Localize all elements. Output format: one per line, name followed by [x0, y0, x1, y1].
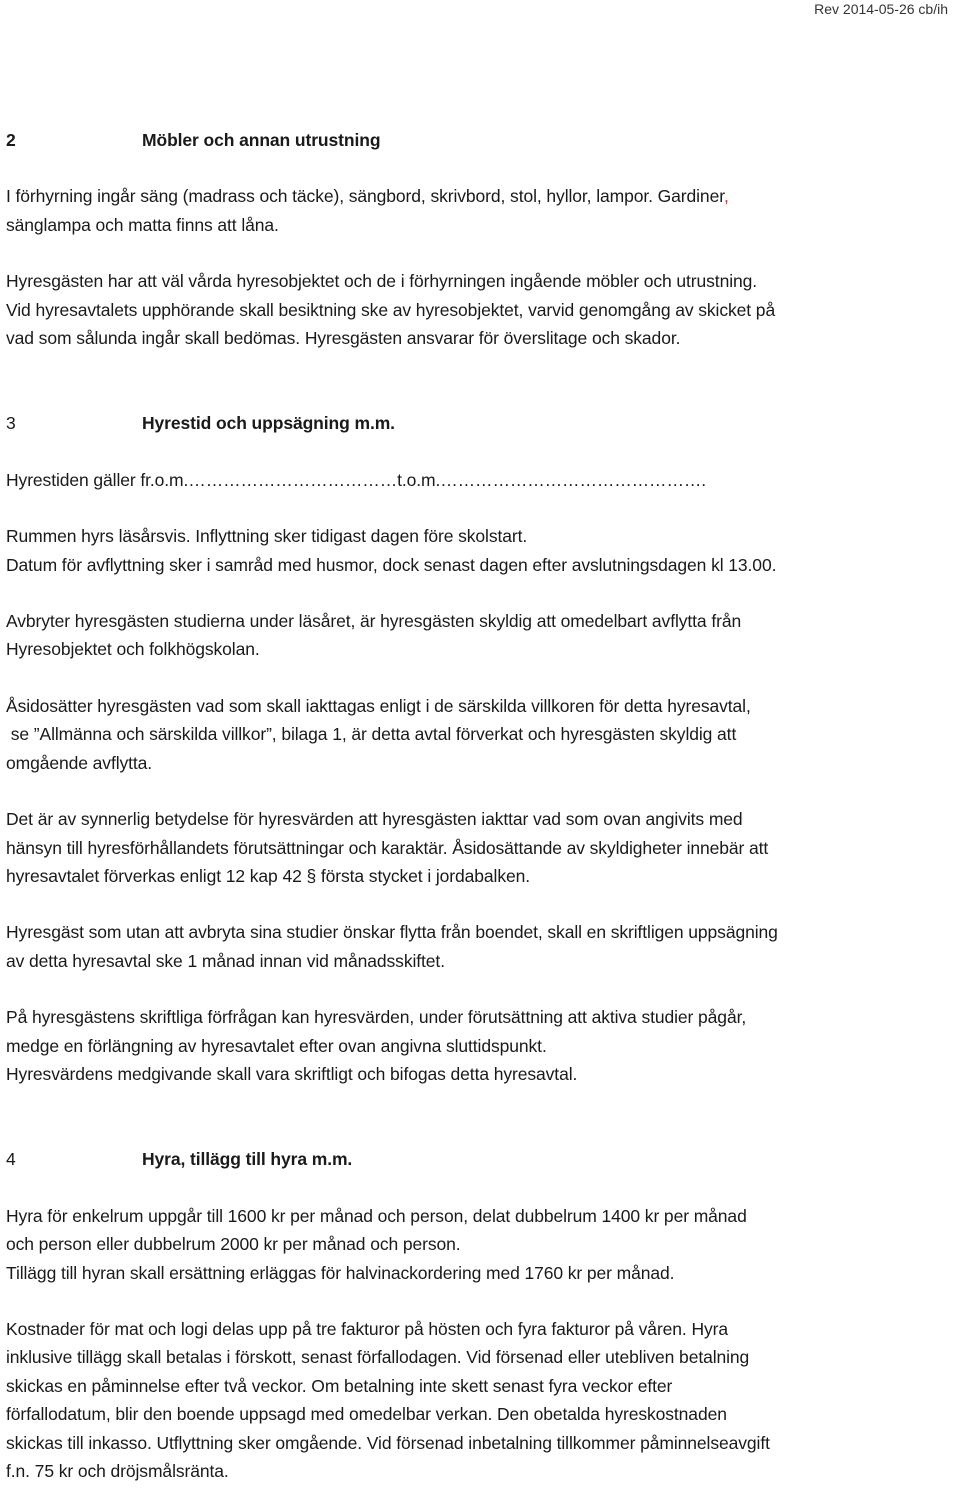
text-line: Vid hyresavtalets upphörande skall besiktning ske av hyresobjektet, varvid genomgång av skicket på — [6, 299, 776, 320]
document-body — [6, 126, 960, 1485]
text-line: Hyra för enkelrum uppgår till 1600 kr per månad och person, delat dubbelrum 1400 kr per månad — [6, 1205, 747, 1226]
text-line: inklusive tillägg skall betalas i förskott, senast förfallodagen. Vid försenad eller utebliven betalning — [6, 1347, 750, 1368]
paragraph — [6, 522, 960, 579]
text-line: På hyresgästens skriftliga förfrågan kan hyresvärden, under förutsättning att aktiva studier pågår, — [6, 1007, 747, 1028]
section-title: Möbler och annan utrustning — [142, 130, 381, 150]
section-title: Hyra, tillägg till hyra m.m. — [142, 1149, 353, 1170]
paragraph — [6, 607, 960, 664]
paragraph — [6, 267, 960, 352]
text-line: förfallodatum, blir den boende uppsagd med omedelbar verkan. Den obetalda hyreskostnaden — [6, 1404, 727, 1425]
paragraph — [6, 1202, 960, 1287]
text-line: Tillägg till hyran skall ersättning erläggas för halvinackordering med 1760 kr per månad. — [6, 1262, 675, 1283]
text-line: omgående avflytta. — [6, 752, 153, 773]
text-line: hänsyn till hyresförhållandets förutsättningar och karaktär. Åsidosättande av skyldigheter innebär att — [6, 837, 769, 858]
rental-period-line — [6, 466, 960, 494]
paragraph — [6, 1315, 960, 1485]
text-line: Åsidosätter hyresgästen vad som skall iakttagas enligt i de särskilda villkoren för detta hyresavtal, — [6, 695, 751, 716]
text-line: hyresavtalet förverkas enligt 12 kap 42 § första stycket i jordabalken. — [6, 865, 531, 886]
text-line: se ”Allmänna och särskilda villkor”, bilaga 1, är detta avtal förverkat och hyresgästen skyldig att — [6, 724, 737, 745]
text-line: Hyresgästen har att väl vårda hyresobjektet och de i förhyrningen ingående möbler och utrustning. — [6, 271, 758, 292]
paragraph — [6, 182, 960, 239]
text-line: f.n. 75 kr och dröjsmålsränta. — [6, 1461, 229, 1481]
section-4-heading — [6, 1145, 960, 1173]
text-line: sänglampa och matta finns att låna. — [6, 214, 279, 235]
text-line: Hyresgäst som utan att avbryta sina studier önskar flytta från boendet, skall en skriftligen uppsägning — [6, 922, 778, 943]
text-line: Hyresobjektet och folkhögskolan. — [6, 639, 260, 660]
paragraph — [6, 1003, 960, 1088]
text-line: Hyresvärdens medgivande skall vara skriftligt och bifogas detta hyresavtal. — [6, 1063, 578, 1084]
text-line: och person eller dubbelrum 2000 kr per månad och person. — [6, 1234, 461, 1255]
section-2-heading — [6, 126, 960, 154]
text-line: Kostnader för mat och logi delas upp på tre fakturor på hösten och fyra fakturor på våren. Hyra — [6, 1318, 729, 1339]
text-line: vad som sålunda ingår skall bedömas. Hyresgästen ansvarar för överslitage och skador. — [6, 328, 681, 349]
text-line: medge en förlängning av hyresavtalet efter ovan angivna sluttidspunkt. — [6, 1035, 547, 1056]
section-3-heading — [6, 409, 960, 437]
revision-label: Rev 2014-05-26 cb/ih — [814, 1, 948, 17]
text-line: Rummen hyrs läsårsvis. Inflyttning sker tidigast dagen före skolstart. — [6, 526, 528, 547]
paragraph — [6, 692, 960, 777]
text-line: av detta hyresavtal ske 1 månad innan vid månadsskiftet. — [6, 950, 445, 971]
section-number: 2 — [6, 130, 16, 150]
text-line: Hyrestiden gäller fr.o.m.………………………………t.o.m.………………………………………. — [6, 469, 707, 490]
text-line: Det är av synnerlig betydelse för hyresvärden att hyresgästen iakttar vad som ovan angivits med — [6, 809, 743, 830]
text-line: Avbryter hyresgästen studierna under läsåret, är hyresgästen skyldig att omedelbart avflytta från — [6, 611, 742, 632]
text-line: skickas en påminnelse efter två veckor. Om betalning inte skett senast fyra veckor efter — [6, 1375, 673, 1396]
paragraph — [6, 918, 960, 975]
text-line: skickas till inkasso. Utflyttning sker omgående. Vid försenad inbetalning tillkommer påminnelseavgift — [6, 1432, 770, 1453]
section-title: Hyrestid och uppsägning m.m. — [142, 413, 395, 434]
text-line: Datum för avflyttning sker i samråd med husmor, dock senast dagen efter avslutningsdagen kl 13.00. — [6, 554, 777, 575]
section-number: 4 — [6, 1149, 16, 1170]
text-line: I förhyrning ingår säng (madrass och täcke), sängbord, skrivbord, stol, hyllor, lampor. Gardiner, — [6, 186, 729, 207]
paragraph — [6, 805, 960, 890]
section-number: 3 — [6, 413, 16, 434]
